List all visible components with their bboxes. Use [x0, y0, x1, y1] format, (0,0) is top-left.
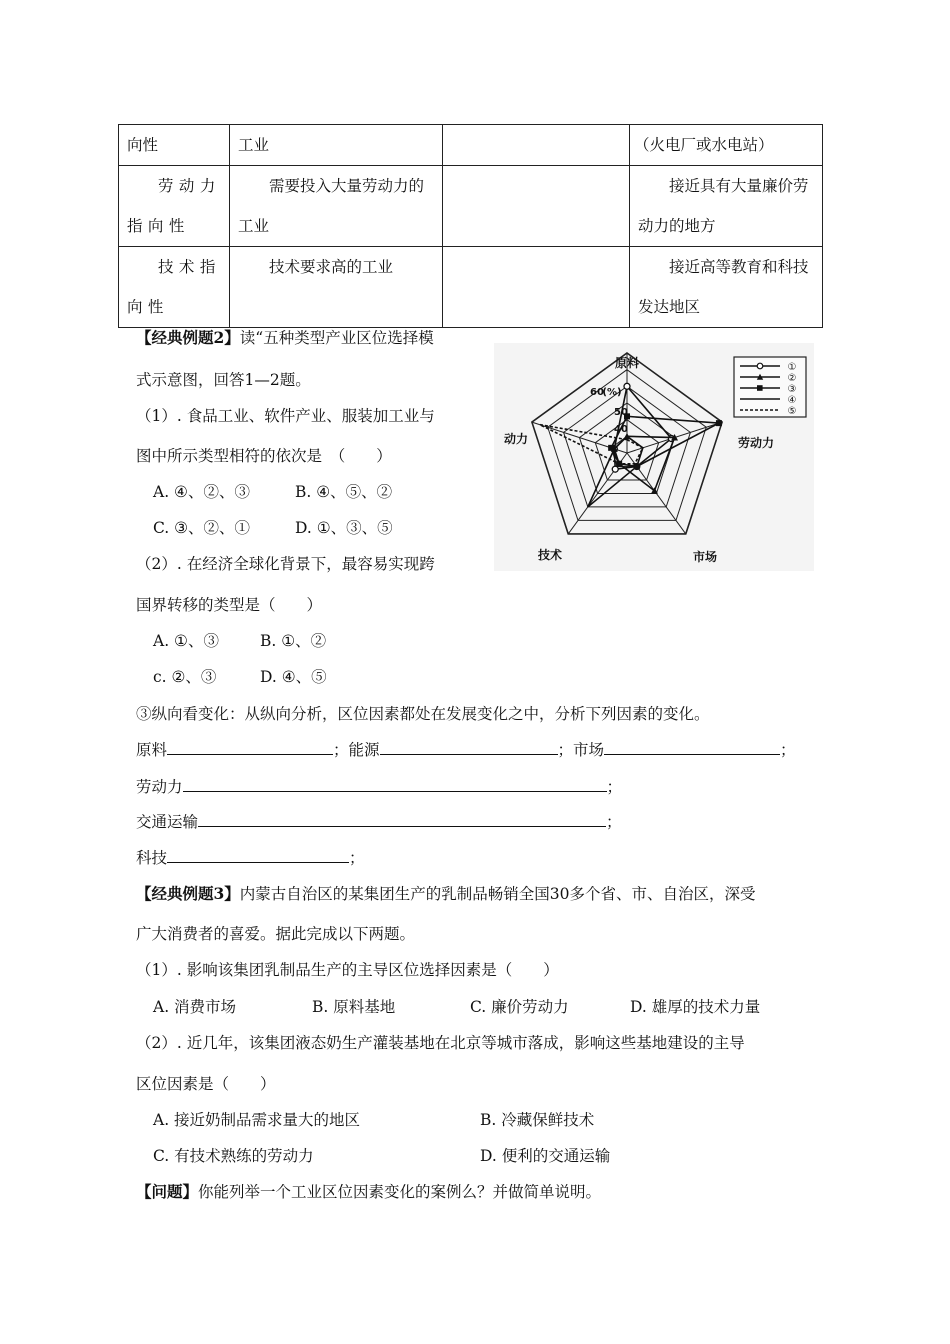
q2-option-d: D. ④、⑤ [260, 668, 327, 686]
example3-text: 内蒙古自治区的某集团生产的乳制品畅销全国30多个省、市、自治区，深受 [239, 885, 756, 903]
q2-option-c: c. ②、③ [153, 668, 217, 686]
table-cell: 技术指向性 [119, 247, 230, 328]
axis-label: 技术 [537, 548, 563, 562]
radar-chart [494, 343, 814, 571]
ex3-q1-option-a: A. 消费市场 [153, 998, 237, 1016]
energy-blank[interactable] [380, 739, 558, 755]
example3-line1 [136, 882, 756, 904]
legend-label: ③ [787, 384, 797, 395]
transport-blank[interactable] [198, 811, 606, 827]
table-row [119, 247, 823, 328]
table-cell: （火电厂或水电站） [630, 125, 823, 166]
location-orientation-table [118, 124, 823, 328]
example2-q2-line2: 国界转移的类型是（ ） [136, 596, 323, 614]
q1-option-c: C. ③、②、① [153, 519, 251, 537]
raw-material-label: 原料 [136, 741, 168, 759]
transport-label: 交通运输 [136, 813, 199, 831]
semicolon: ； [349, 849, 365, 867]
fill-line-2 [136, 775, 622, 797]
table-cell [443, 166, 630, 247]
table-cell [443, 247, 630, 328]
labor-label: 劳动力 [136, 778, 183, 796]
tick-label: (%) [602, 387, 622, 398]
fill-line-3 [136, 810, 622, 832]
table-cell: 技术要求高的工业 [230, 247, 443, 328]
series-1-point [612, 466, 618, 472]
example3-q2-line1: （2）. 近几年，该集团液态奶生产灌装基地在北京等城市落成，影响这些基地建设的主导 [136, 1034, 745, 1052]
series-1-point [624, 383, 630, 389]
table-cell: 工业 [230, 125, 443, 166]
axis-label: 原料 [614, 356, 640, 370]
ex3-q2-option-a: A. 接近奶制品需求量大的地区 [153, 1111, 361, 1129]
table-cell [443, 125, 630, 166]
table-cell: 需要投入大量劳动力的工业 [230, 166, 443, 247]
example3-title: 【经典例题3】 [136, 884, 240, 903]
tick-label: 60 [590, 387, 604, 398]
axis-label: 劳动力 [738, 436, 775, 450]
tick-label: 50 [614, 407, 628, 418]
market-label: ；市场 [557, 741, 605, 759]
fill-line-1 [136, 738, 796, 760]
example3-q2-line2: 区位因素是（ ） [136, 1075, 276, 1093]
semicolon: ； [606, 813, 622, 831]
example2-intro-line2: 式示意图，回答1—2题。 [136, 371, 311, 389]
ex3-q2-option-b: B. 冷藏保鲜技术 [480, 1111, 595, 1129]
q1-option-d: D. ①、③、⑤ [295, 519, 393, 537]
legend-label: ② [787, 373, 797, 384]
legend-label: ① [787, 362, 797, 373]
table-row [119, 166, 823, 247]
axis-label: 动力 [503, 432, 529, 446]
legend-marker [757, 363, 763, 369]
example2-title: 【经典例题2】 [136, 328, 240, 347]
q1-option-b: B. ④、⑤、② [295, 483, 393, 501]
question-text: 你能列举一个工业区位因素变化的案例么？并做简单说明。 [198, 1183, 602, 1201]
example2-q1-line2: 图中所示类型相符的依次是 （ ） [136, 447, 392, 465]
series-3-point [716, 420, 722, 426]
section3-title: ③纵向看变化：从纵向分析，区位因素都处在发展变化之中，分析下列因素的变化。 [136, 705, 710, 723]
legend-label: ④ [787, 395, 797, 406]
q1-option-a: A. ④、②、③ [153, 483, 250, 501]
table-cell: 向性 [119, 125, 230, 166]
fill-line-4 [136, 846, 365, 868]
ex3-q1-option-b: B. 原料基地 [312, 998, 396, 1016]
example2-q2-line1: （2）. 在经济全球化背景下，最容易实现跨 [136, 555, 435, 573]
raw-material-blank[interactable] [167, 739, 333, 755]
table-row [119, 125, 823, 166]
ex3-q1-option-c: C. 廉价劳动力 [470, 998, 569, 1016]
legend-label: ⑤ [787, 406, 797, 417]
table-cell: 劳动力指向性 [119, 166, 230, 247]
ex3-q1-option-d: D. 雄厚的技术力量 [630, 998, 761, 1016]
semicolon: ； [606, 778, 623, 796]
legend-marker [757, 385, 763, 391]
radar-legend [734, 357, 806, 417]
table-cell: 接近高等教育和科技发达地区 [630, 247, 823, 328]
example2-intro-line1 [136, 326, 434, 348]
tech-label: 科技 [136, 849, 168, 867]
question-line [136, 1180, 601, 1202]
semicolon: ； [780, 741, 796, 759]
example3-q1: （1）. 影响该集团乳制品生产的主导区位选择因素是（ ） [136, 961, 559, 979]
q2-option-a: A. ①、③ [153, 632, 219, 650]
labor-blank[interactable] [183, 776, 607, 792]
example2-q1-line1: （1）. 食品工业、软件产业、服装加工业与 [136, 407, 435, 425]
energy-label: ；能源 [333, 741, 380, 759]
example3-line2: 广大消费者的喜爱。据此完成以下两题。 [136, 925, 416, 943]
tech-blank[interactable] [167, 847, 349, 863]
q2-option-b: B. ①、② [260, 632, 327, 650]
ex3-q2-option-d: D. 便利的交通运输 [480, 1147, 611, 1165]
axis-label: 市场 [692, 550, 718, 564]
tick-label: 40 [614, 424, 628, 435]
market-blank[interactable] [604, 739, 780, 755]
question-title: 【问题】 [136, 1182, 199, 1201]
table-cell: 接近具有大量廉价劳动力的地方 [630, 166, 823, 247]
ex3-q2-option-c: C. 有技术熟练的劳动力 [153, 1147, 314, 1165]
example2-intro-text: 读“五种类型产业区位选择模 [239, 329, 434, 347]
